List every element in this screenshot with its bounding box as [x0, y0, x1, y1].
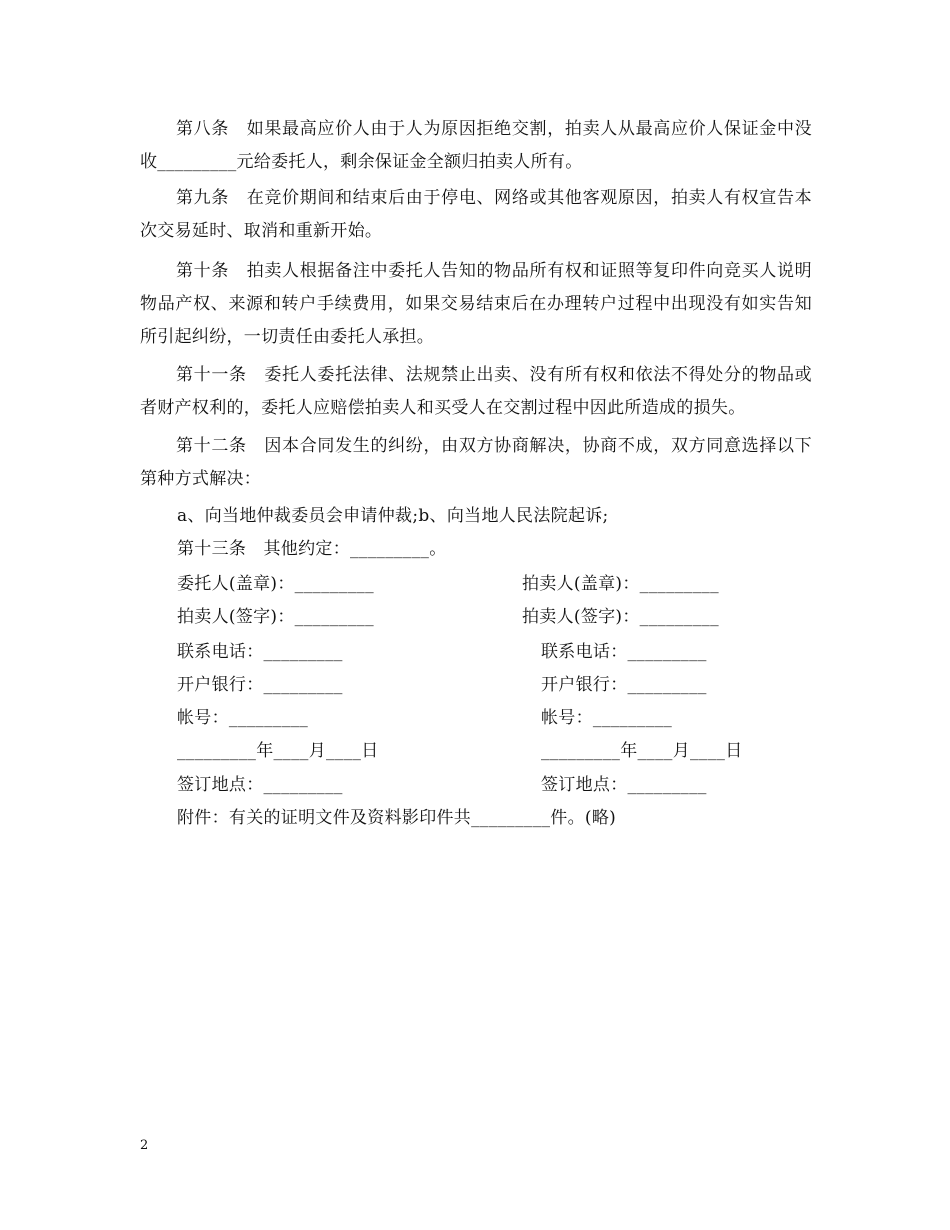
- right-bank: 开户银行：_________: [541, 675, 707, 695]
- left-phone: 联系电话：_________: [177, 642, 343, 662]
- page-number: 2: [140, 1138, 149, 1153]
- article-9: 第九条 在竞价期间和结束后由于停电、网络或其他客观原因，拍卖人有权宣告本次交易延时、取消和重新开始。: [140, 188, 812, 241]
- dispute-options: a、向当地仲裁委员会申请仲裁;b、向当地人民法院起诉;: [177, 506, 609, 526]
- auctioneer-seal: 拍卖人(盖章)：_________: [522, 574, 719, 594]
- article-13: 第十三条 其他约定：_________。: [177, 539, 447, 559]
- article-10: 第十条 拍卖人根据备注中委托人告知的物品所有权和证照等复印件向竞买人说明物品产权、来源和转户手续费用，如果交易结束后在办理转户过程中出现没有如实告知所引起纠纷，一切责任由委托人承担。: [140, 261, 812, 347]
- left-place: 签订地点：_________: [177, 775, 343, 795]
- left-auctioneer-sign: 拍卖人(签字)：_________: [177, 607, 374, 627]
- right-phone: 联系电话：_________: [541, 642, 707, 662]
- attachment-note: 附件：有关的证明文件及资料影印件共_________件。(略): [177, 808, 617, 828]
- left-bank: 开户银行：_________: [177, 675, 343, 695]
- right-account: 帐号：_________: [541, 708, 673, 728]
- right-place: 签订地点：_________: [541, 775, 707, 795]
- right-auctioneer-sign: 拍卖人(签字)：_________: [522, 607, 719, 627]
- left-account: 帐号：_________: [177, 708, 309, 728]
- article-12: 第十二条 因本合同发生的纠纷，由双方协商解决，协商不成，双方同意选择以下第种方式解决：: [140, 436, 812, 489]
- right-date: _________年____月____日: [541, 741, 743, 761]
- article-8: 第八条 如果最高应价人由于人为原因拒绝交割，拍卖人从最高应价人保证金中没收_________元给委托人，剩余保证金全额归拍卖人所有。: [140, 119, 812, 172]
- article-11: 第十一条 委托人委托法律、法规禁止出卖、没有所有权和依法不得处分的物品或者财产权利的，委托人应赔偿拍卖人和买受人在交割过程中因此所造成的损失。: [140, 365, 812, 418]
- consignor-seal: 委托人(盖章)：_________: [177, 574, 374, 594]
- left-date: _________年____月____日: [177, 741, 379, 761]
